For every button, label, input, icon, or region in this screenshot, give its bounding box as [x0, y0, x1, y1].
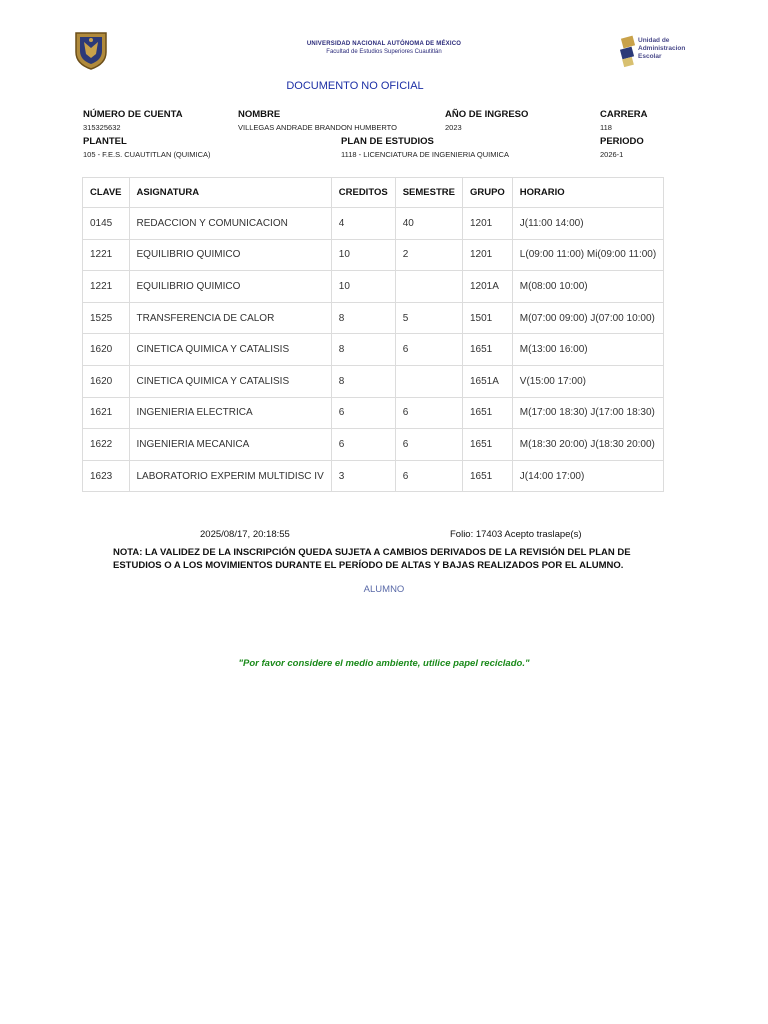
plantel-label: PLANTEL [83, 136, 127, 147]
cell-creditos: 4 [331, 208, 395, 240]
cell-grupo: 1651A [462, 365, 512, 397]
cell-clave: 1621 [83, 397, 130, 429]
plantel-value: 105 - F.E.S. CUAUTITLAN (QUIMICA) [83, 150, 211, 159]
header-grupo: GRUPO [462, 178, 512, 208]
uaer-logo-text [638, 37, 685, 61]
cell-semestre: 6 [395, 429, 462, 461]
cell-asignatura: TRANSFERENCIA DE CALOR [129, 302, 331, 334]
table-row [83, 208, 664, 240]
header-horario: HORARIO [512, 178, 663, 208]
table-row [83, 429, 664, 461]
cell-grupo: 1501 [462, 302, 512, 334]
carrera-label: CARRERA [600, 109, 648, 120]
header-creditos: CREDITOS [331, 178, 395, 208]
validity-note: NOTA: LA VALIDEZ DE LA INSCRIPCIÓN QUEDA SUJETA A CAMBIOS DERIVADOS DE LA REVISIÓN DEL PLAN DE ESTUDIOS O A LOS MOVIMIENTOS DURANTE EL PERÍODO DE ALTAS Y BAJAS REALIZADOS POR EL ALUMNO. [113, 547, 631, 571]
cell-horario: M(08:00 10:00) [512, 271, 663, 303]
cell-grupo: 1201A [462, 271, 512, 303]
cell-semestre [395, 365, 462, 397]
table-row [83, 302, 664, 334]
cell-grupo: 1651 [462, 460, 512, 492]
timestamp: 2025/08/17, 20:18:55 [200, 529, 290, 540]
cell-clave: 1221 [83, 271, 130, 303]
cell-creditos: 8 [331, 302, 395, 334]
document-title: DOCUMENTO NO OFICIAL [286, 80, 424, 92]
cell-semestre: 2 [395, 239, 462, 271]
cell-clave: 1525 [83, 302, 130, 334]
table-row [83, 271, 664, 303]
cell-grupo: 1201 [462, 208, 512, 240]
table-body [83, 208, 664, 492]
cell-grupo: 1651 [462, 429, 512, 461]
cell-horario: L(09:00 11:00) Mi(09:00 11:00) [512, 239, 663, 271]
cell-asignatura: REDACCION Y COMUNICACION [129, 208, 331, 240]
nombre-value: VILLEGAS ANDRADE BRANDON HUMBERTO [238, 123, 397, 132]
periodo-label: PERIODO [600, 136, 644, 147]
cell-clave: 1622 [83, 429, 130, 461]
cell-clave: 1221 [83, 239, 130, 271]
cell-creditos: 8 [331, 365, 395, 397]
nombre-label: NOMBRE [238, 109, 281, 120]
cell-asignatura: EQUILIBRIO QUIMICO [129, 239, 331, 271]
cell-semestre: 6 [395, 460, 462, 492]
cell-creditos: 6 [331, 429, 395, 461]
header-semestre: SEMESTRE [395, 178, 462, 208]
anio-ingreso-value: 2023 [445, 123, 462, 132]
cell-clave: 0145 [83, 208, 130, 240]
cell-creditos: 8 [331, 334, 395, 366]
cell-horario: M(07:00 09:00) J(07:00 10:00) [512, 302, 663, 334]
cell-creditos: 10 [331, 239, 395, 271]
cell-semestre: 40 [395, 208, 462, 240]
faculty-name: Facultad de Estudios Superiores Cuautitlán [326, 49, 442, 55]
cell-asignatura: CINETICA QUIMICA Y CATALISIS [129, 334, 331, 366]
cell-creditos: 10 [331, 271, 395, 303]
anio-ingreso-label: AÑO DE INGRESO [445, 109, 529, 120]
plan-estudios-value: 1118 - LICENCIATURA DE INGENIERIA QUIMICA [341, 150, 509, 159]
table-row [83, 460, 664, 492]
cell-creditos: 3 [331, 460, 395, 492]
plan-estudios-label: PLAN DE ESTUDIOS [341, 136, 434, 147]
table-row [83, 397, 664, 429]
courses-table [82, 177, 664, 492]
cell-semestre: 5 [395, 302, 462, 334]
cell-semestre: 6 [395, 397, 462, 429]
table-header-row [83, 178, 664, 208]
cell-horario: M(18:30 20:00) J(18:30 20:00) [512, 429, 663, 461]
uaer-line: Unidad de [638, 37, 670, 44]
environment-message: "Por favor considere el medio ambiente, utilice papel reciclado." [238, 658, 530, 669]
periodo-value: 2026-1 [600, 150, 624, 159]
cell-asignatura: INGENIERIA ELECTRICA [129, 397, 331, 429]
cell-horario: M(13:00 16:00) [512, 334, 663, 366]
cell-horario: J(11:00 14:00) [512, 208, 663, 240]
folio: Folio: 17403 Acepto traslape(s) [450, 529, 582, 540]
carrera-value: 118 [600, 123, 612, 132]
cell-creditos: 6 [331, 397, 395, 429]
uaer-line: Escolar [638, 53, 662, 60]
alumno-signature-label: ALUMNO [363, 584, 405, 595]
cell-horario: V(15:00 17:00) [512, 365, 663, 397]
cell-horario: M(17:00 18:30) J(17:00 18:30) [512, 397, 663, 429]
cell-horario: J(14:00 17:00) [512, 460, 663, 492]
cell-semestre: 6 [395, 334, 462, 366]
table-row [83, 365, 664, 397]
cell-clave: 1620 [83, 365, 130, 397]
cell-clave: 1623 [83, 460, 130, 492]
header-asignatura: ASIGNATURA [129, 178, 331, 208]
institution-name: UNIVERSIDAD NACIONAL AUTÓNOMA DE MÉXICO [306, 41, 462, 47]
numero-cuenta-label: NÚMERO DE CUENTA [83, 109, 183, 120]
cell-semestre [395, 271, 462, 303]
cell-grupo: 1651 [462, 397, 512, 429]
numero-cuenta-value: 315325632 [83, 123, 121, 132]
cell-clave: 1620 [83, 334, 130, 366]
header-clave: CLAVE [83, 178, 130, 208]
cell-asignatura: EQUILIBRIO QUIMICO [129, 271, 331, 303]
cell-grupo: 1651 [462, 334, 512, 366]
table-row [83, 239, 664, 271]
cell-asignatura: LABORATORIO EXPERIM MULTIDISC IV [129, 460, 331, 492]
uaer-line: Administracion [638, 45, 686, 52]
cell-asignatura: INGENIERIA MECANICA [129, 429, 331, 461]
cell-asignatura: CINETICA QUIMICA Y CATALISIS [129, 365, 331, 397]
cell-grupo: 1201 [462, 239, 512, 271]
table-row [83, 334, 664, 366]
